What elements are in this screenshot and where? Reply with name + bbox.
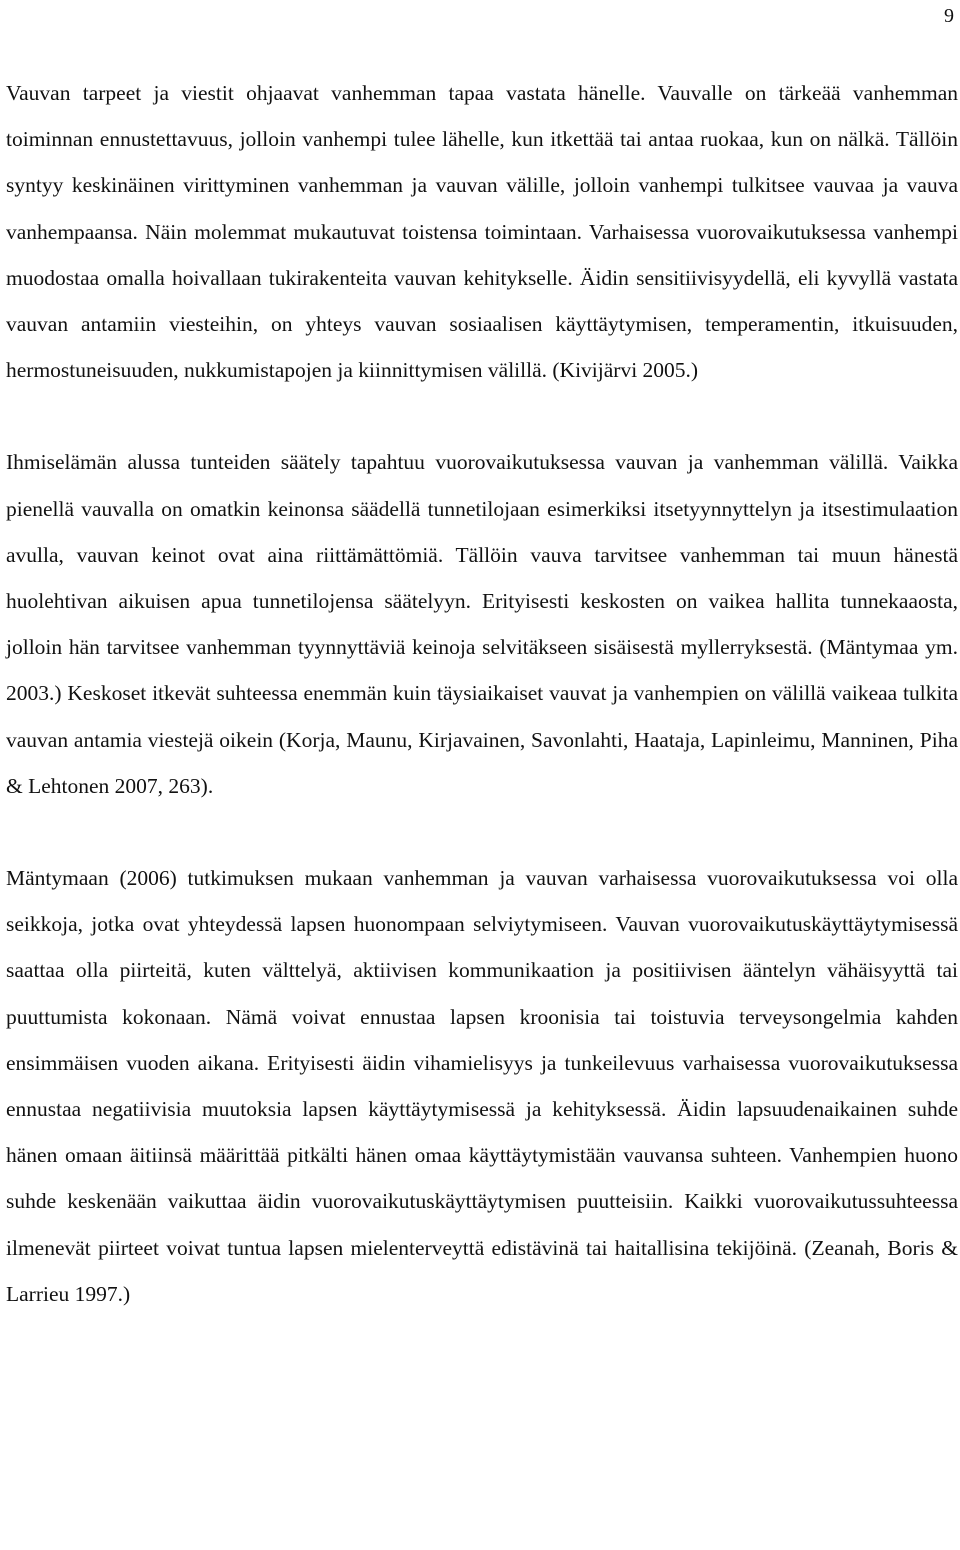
body-text xyxy=(6,70,958,1317)
paragraph-emotion-regulation: Ihmiselämän alussa tunteiden säätely tapahtuu vuorovaikutuksessa vauvan ja vanhemman välillä. Vaikka pienellä vauvalla on omatkin keinonsa säädellä tunnetilojaan esimerkiksi itsetyynnyttelyn ja itsestimulaation avulla, vauvan keinot ovat aina riittämättömiä. Tällöin vauva tarvitsee vanhemman tai muun hänestä huolehtivan aikuisen apua tunnetilojensa säätelyyn. Erityisesti keskosten on vaikea hallita tunnekaaosta, jolloin hän tarvitsee vanhemman tyynnyttäviä keinoja selvitäkseen sisäisestä myllerryksestä. (Mäntymaa ym. 2003.) Keskoset itkevät suhteessa enemmän kuin täysiaikaiset vauvat ja vanhempien on välillä vaikeaa tulkita vauvan antamia viestejä oikein (Korja, Maunu, Kirjavainen, Savonlahti, Haataja, Lapinleimu, Manninen, Piha & Lehtonen 2007, 263). xyxy=(6,450,958,798)
paragraph-interaction-risk-factors: Mäntymaan (2006) tutkimuksen mukaan vanhemman ja vauvan varhaisessa vuorovaikutuksessa voi olla seikkoja, jotka ovat yhteydessä lapsen huonompaan selviytymiseen. Vauvan vuorovaikutuskäyttäytymisessä saattaa olla piirteitä, kuten välttelyä, aktiivisen kommunikaation ja positiivisen ääntelyn vähäisyyttä tai puuttumista kokonaan. Nämä voivat ennustaa lapsen kroonisia tai toistuvia terveysongelmia kahden ensimmäisen vuoden aikana. Erityisesti äidin vihamielisyys ja tunkeilevuus varhaisessa vuorovaikutuksessa ennustaa negatiivisia muutoksia lapsen käyttäytymisessä ja kehityksessä. Äidin lapsuudenaikainen suhde hänen omaan äitiinsä määrittää pitkälti hänen omaa käyttäytymistään vauvansa suhteen. Vanhempien huono suhde keskenään vaikuttaa äidin vuorovaikutuskäyttäytymisen puutteisiin. Kaikki vuorovaikutussuhteessa ilmenevät piirteet voivat tuntua lapsen mielenterveyttä edistävinä tai haitallisina tekijöinä. (Zeanah, Boris & Larrieu 1997.) xyxy=(6,866,958,1306)
page-number: 9 xyxy=(944,5,954,27)
paragraph-parent-infant-attunement: Vauvan tarpeet ja viestit ohjaavat vanhemman tapaa vastata hänelle. Vauvalle on tärkeää vanhemman toiminnan ennustettavuus, jolloin vanhempi tulee lähelle, kun itkettää tai antaa ruokaa, kun on nälkä. Tällöin syntyy keskinäinen virittyminen vanhemman ja vauvan välille, jolloin vanhempi tulkitsee vauvaa ja vauva vanhempaansa. Näin molemmat mukautuvat toistensa toimintaan. Varhaisessa vuorovaikutuksessa vanhempi muodostaa omalla hoivallaan tukirakenteita vauvan kehitykselle. Äidin sensitiivisyydellä, eli kyvyllä vastata vauvan antamiin viesteihin, on yhteys vauvan sosiaalisen käyttäytymisen, temperamentin, itkuisuuden, hermostuneisuuden, nukkumistapojen ja kiinnittymisen välillä. (Kivijärvi 2005.) xyxy=(6,81,958,383)
